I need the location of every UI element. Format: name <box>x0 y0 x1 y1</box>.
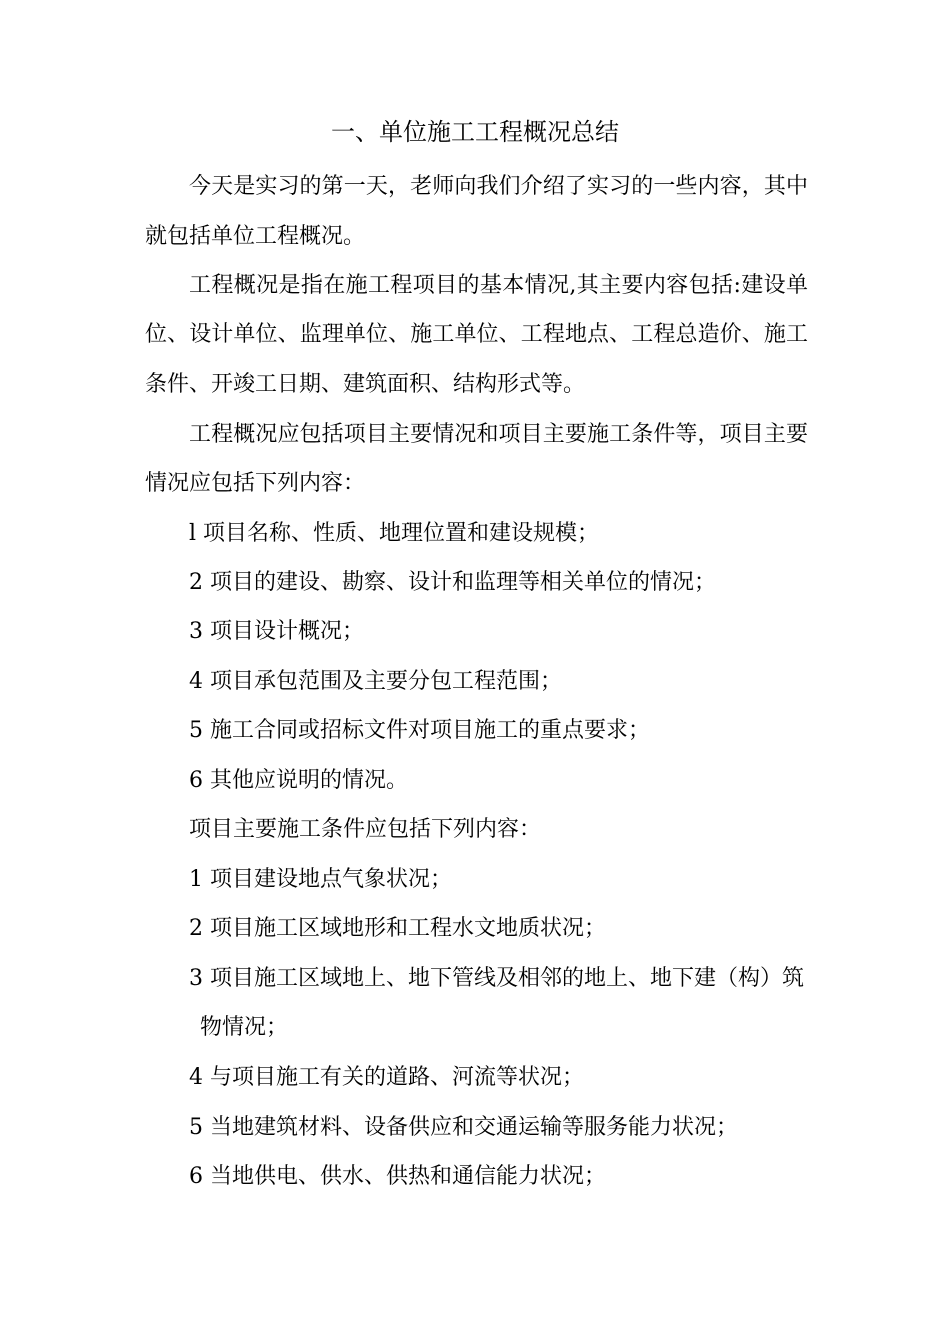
list-item: 2 项目施工区域地形和工程水文地质状况； <box>189 916 606 941</box>
paragraph-line: 情况应包括下列内容： <box>145 471 366 496</box>
list-item: 5 施工合同或招标文件对项目施工的重点要求； <box>189 718 650 743</box>
paragraph-line: 位、设计单位、监理单位、施工单位、工程地点、工程总造价、施工 <box>145 322 808 347</box>
list-heading: 项目主要施工条件应包括下列内容： <box>189 817 542 842</box>
list-item-continuation: 物情况； <box>200 1015 289 1040</box>
list-item: 4 项目承包范围及主要分包工程范围； <box>189 669 562 694</box>
list-item: 6 其他应说明的情况。 <box>189 768 408 793</box>
paragraph-line: 就包括单位工程概况。 <box>145 224 366 249</box>
list-item: 6 当地供电、供水、供热和通信能力状况； <box>189 1164 606 1189</box>
paragraph-line: 工程概况是指在施工程项目的基本情况,其主要内容包括:建设单 <box>189 273 808 298</box>
paragraph-line: 今天是实习的第一天，老师向我们介绍了实习的一些内容，其中 <box>189 174 808 199</box>
list-item: 3 项目施工区域地上、地下管线及相邻的地上、地下建（构）筑 <box>189 966 804 991</box>
list-item: 2 项目的建设、勘察、设计和监理等相关单位的情况； <box>189 570 716 595</box>
page-title: 一、单位施工工程概况总结 <box>331 118 619 146</box>
paragraph-line: 工程概况应包括项目主要情况和项目主要施工条件等，项目主要 <box>189 422 808 447</box>
list-item: 1 项目建设地点气象状况； <box>189 867 452 892</box>
list-item: l 项目名称、性质、地理位置和建设规模； <box>189 521 600 546</box>
list-item: 4 与项目施工有关的道路、河流等状况； <box>189 1065 584 1090</box>
paragraph-line: 条件、开竣工日期、建筑面积、结构形式等。 <box>145 372 586 397</box>
list-item: 3 项目设计概况； <box>189 619 364 644</box>
list-item: 5 当地建筑材料、设备供应和交通运输等服务能力状况； <box>189 1115 738 1140</box>
